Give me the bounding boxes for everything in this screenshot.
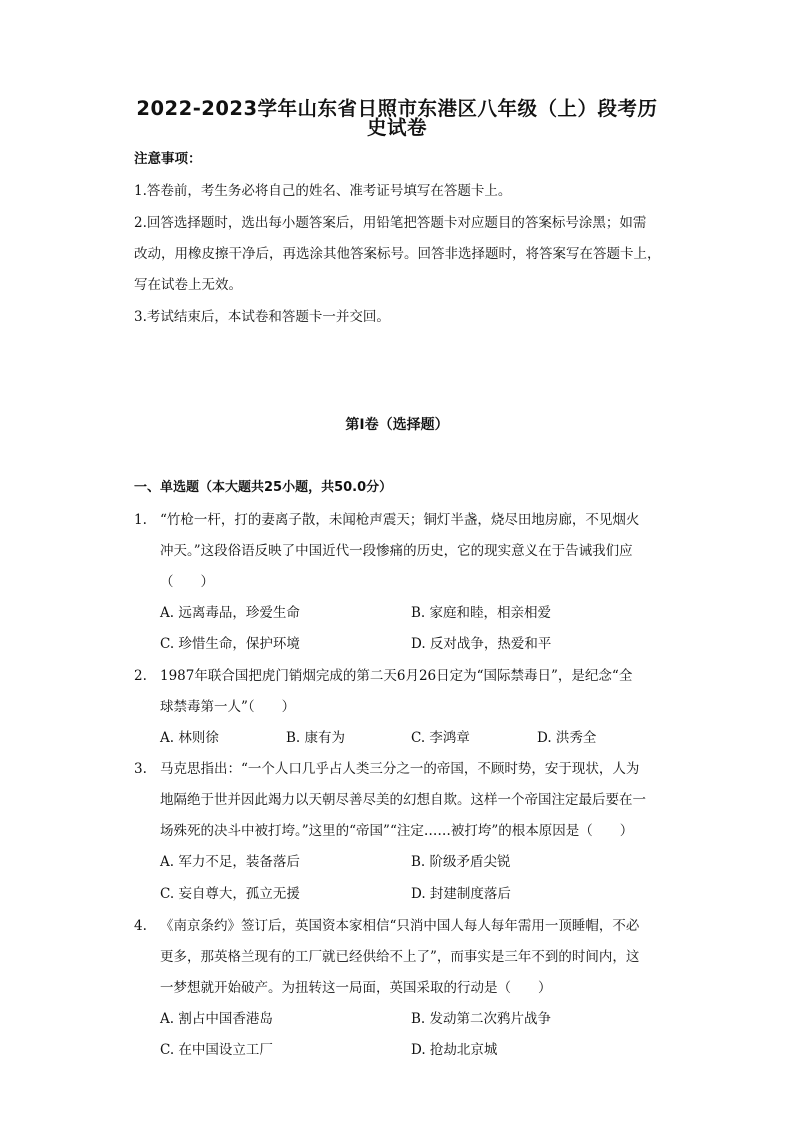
question-text: 场殊死的决斗中被打垮。”这里的“帝国”“注定……被打垮”的根本原因是（ ）	[160, 823, 634, 839]
option-b[interactable]: B. 发动第二次鸦片战争	[411, 1011, 552, 1027]
question-text: 《南京条约》签订后，英国资本家相信“只消中国人每人每年需用一顶睡帽，不必	[160, 918, 640, 934]
option-b[interactable]: B. 家庭和睦，相亲相爱	[411, 605, 552, 621]
notice-line: 3.考试结束后，本试卷和答题卡一并交回。	[134, 309, 390, 325]
section-heading: 一、单选题（本大题共25小题，共50.0分）	[134, 480, 393, 495]
question-text: 1987年联合国把虎门销烟完成的第二天6月26日定为“国际禁毒日”，是纪念“全	[160, 668, 633, 684]
option-d[interactable]: D. 封建制度落后	[411, 886, 511, 902]
option-a[interactable]: A. 远离毒品，珍爱生命	[160, 605, 300, 621]
question-text: 马克思指出：“一个人口几乎占人类三分之一的帝国，不顾时势，安于现状，人为	[160, 761, 640, 777]
option-d[interactable]: D. 洪秀全	[537, 730, 597, 746]
option-a[interactable]: A. 割占中国香港岛	[160, 1011, 273, 1027]
question-text: 一梦想就开始破产。为扭转这一局面，英国采取的行动是（ ）	[160, 980, 552, 996]
question-text: 地隔绝于世并因此竭力以天朝尽善尽美的幻想自欺。这样一个帝国注定最后要在一	[160, 792, 646, 808]
question-text: 冲天。”这段俗语反映了中国近代一段惨痛的历史，它的现实意义在于告诫我们应	[160, 543, 633, 559]
question-number: 1.	[134, 512, 147, 528]
question-text: “竹枪一杆，打的妻离子散，未闻枪声震天；铜灯半盏，烧尽田地房廊，不见烟火	[160, 512, 640, 528]
question-text: （ ）	[160, 574, 214, 590]
option-c[interactable]: C. 在中国设立工厂	[160, 1042, 273, 1058]
question-number: 3.	[134, 761, 147, 777]
option-a[interactable]: A. 军力不足，装备落后	[160, 854, 300, 870]
option-b[interactable]: B. 康有为	[286, 730, 346, 746]
notice-line: 1.答卷前，考生务必将自己的姓名、准考证号填写在答题卡上。	[134, 183, 512, 199]
exam-title-line1: 2022-2023学年山东省日照市东港区八年级（上）段考历	[136, 97, 658, 120]
part-title: 第Ⅰ卷（选择题）	[345, 417, 449, 433]
option-b[interactable]: B. 阶级矛盾尖锐	[411, 854, 511, 870]
option-c[interactable]: C. 珍惜生命，保护环境	[160, 636, 300, 652]
question-number: 2.	[134, 668, 147, 684]
notice-line: 改动，用橡皮擦干净后，再选涂其他答案标号。回答非选择题时，将答案写在答题卡上，	[134, 246, 661, 262]
question-text: 更多，那英格兰现有的工厂就已经供给不上了”，而事实是三年不到的时间内，这	[160, 949, 640, 965]
option-c[interactable]: C. 李鸿章	[411, 730, 470, 746]
notice-line: 2.回答选择题时，选出每小题答案后，用铅笔把答题卡对应题目的答案标号涂黑；如需	[134, 215, 647, 231]
exam-title-line2: 史试卷	[366, 116, 427, 139]
notice-line: 写在试卷上无效。	[134, 277, 242, 293]
option-a[interactable]: A. 林则徐	[160, 730, 219, 746]
question-text: 球禁毒第一人”（ ）	[160, 699, 296, 715]
question-number: 4.	[134, 918, 147, 934]
option-d[interactable]: D. 反对战争，热爱和平	[411, 636, 552, 652]
option-c[interactable]: C. 妄自尊大，孤立无援	[160, 886, 300, 902]
notice-heading: 注意事项：	[134, 151, 202, 167]
option-d[interactable]: D. 抢劫北京城	[411, 1042, 498, 1058]
